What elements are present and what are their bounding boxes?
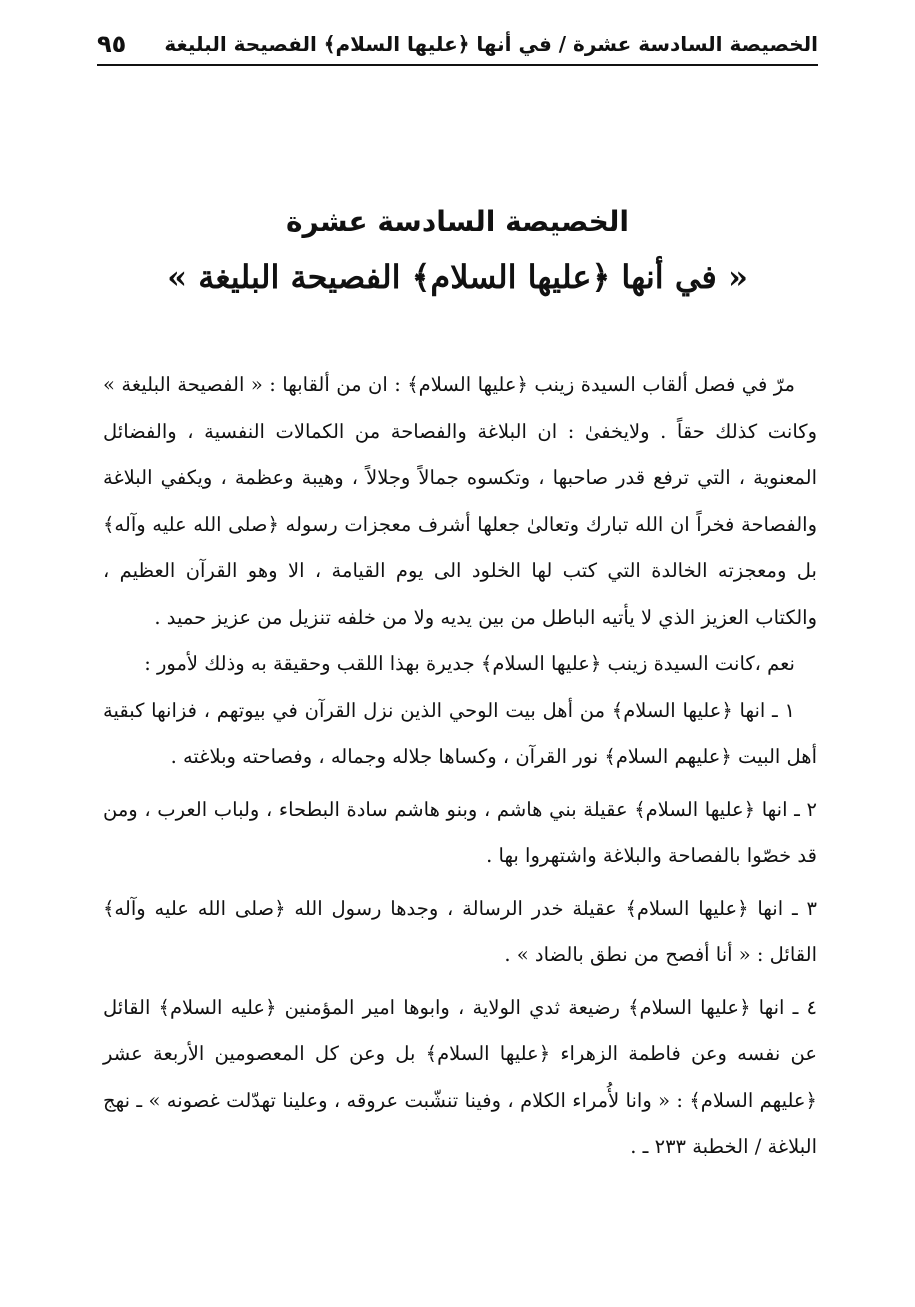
paragraph-reasons-lead: نعم ،كانت السيدة زينب ﴿عليها السلام﴾ جديرة بهذا اللقب وحقيقة به وذلك لأمور :: [144, 652, 795, 675]
paragraph-reason-4: ٤ ـ انها ﴿عليها السلام﴾ رضيعة ثدي الولاية ، وابوها امير المؤمنين ﴿عليه السلام﴾ القائل عن نفسه وعن فاطمة الزهراء ﴿عليها السلام﴾ بل وعن كل المعصومين الأربعة عشر ﴿عليهم السلام﴾ : « وانا لأُمراء الكلام ، وفينا تنشّبت عروقه ، وعلينا تهدّلت غصونه » ـ نهج البلاغة / الخطبة ٢٣٣ ـ .: [103, 995, 818, 1158]
paragraph-reason-2: ٢ ـ انها ﴿عليها السلام﴾ عقيلة بني هاشم ، وبنو هاشم سادة البطحاء ، ولباب العرب ، ومن قد خصّوا بالفصاحة والبلاغة واشتهروا بها .: [103, 797, 817, 867]
running-header-title: الخصيصة السادسة عشرة / في أنها ﴿عليها السلام﴾ الفصيحة البليغة: [164, 32, 818, 56]
running-header: [97, 28, 818, 66]
page-number: ٩٥: [97, 30, 127, 58]
paragraph-intro: مرّ في فصل ألقاب السيدة زينب ﴿عليها السلام﴾ : ان من ألقابها : « الفصيحة البليغة » وكانت كذلك حقاً . ولايخفىٰ : ان البلاغة والفصاحة من الكمالات النفسية ، والفضائل المعنوية ، التي ترفع قدر صاحبها ، وتكسوه جمالاً وجلالاً ، وهيبة وعظمة ، ويكفي البلاغة والفصاحة فخراً ان الله تبارك وتعالىٰ جعلها أشرف معجزات رسوله ﴿صلى الله عليه وآله﴾ بل ومعجزته الخالدة التي كتب لها الخلود الى يوم القيامة ، الا وهو القرآن العظيم ، والكتاب العزيز الذي لا يأتيه الباطل من بين يديه ولا من خلفه تنزيل من عزيز حميد .: [103, 373, 817, 629]
chapter-title: الخصيصة السادسة عشرة: [286, 205, 629, 238]
chapter-subtitle: « في أنها ﴿عليها السلام﴾ الفصيحة البليغة »: [167, 258, 748, 296]
body-text: [103, 362, 817, 1171]
paragraph-reason-3: ٣ ـ انها ﴿عليها السلام﴾ عقيلة خدر الرسالة ، وجدها رسول الله ﴿صلى الله عليه وآله﴾ القائل : « أنا أفصح من نطق بالضاد » .: [103, 896, 817, 966]
paragraph-reason-1: ١ ـ انها ﴿عليها السلام﴾ من أهل بيت الوحي الذين نزل القرآن في بيوتهم ، فزانها كبقية أهل البيت ﴿عليهم السلام﴾ نور القرآن ، وكساها جلاله وجماله ، وفصاحته وبلاغته .: [103, 698, 817, 768]
